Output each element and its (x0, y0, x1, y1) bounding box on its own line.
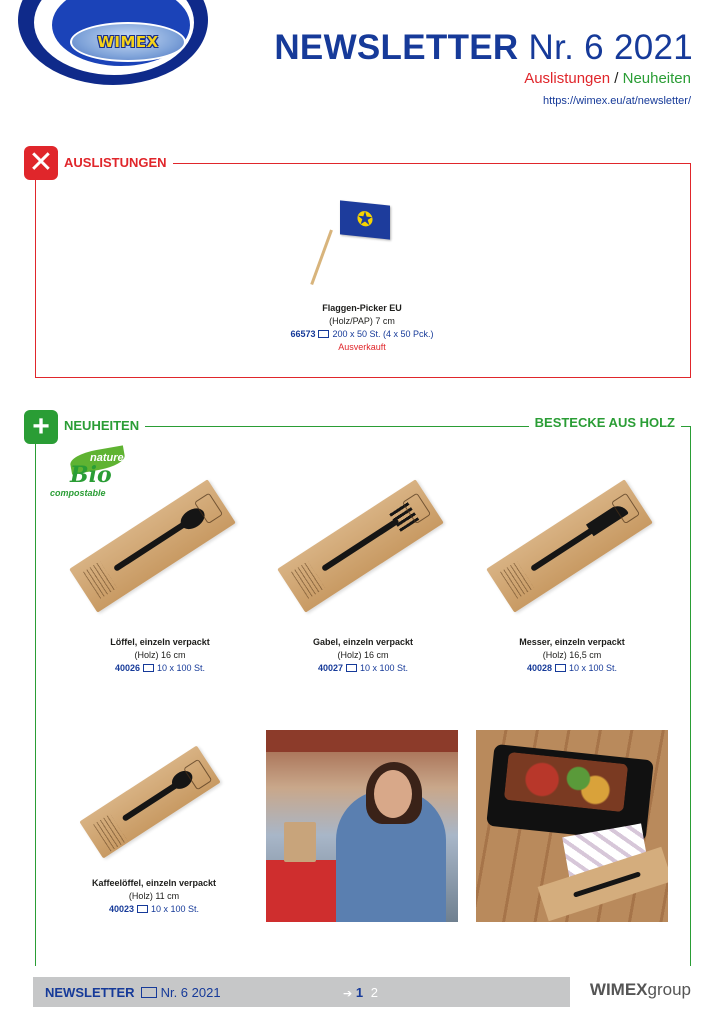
product-code: 40023 (108, 904, 134, 914)
product-name: Kaffeelöffel, einzeln verpackt (91, 878, 217, 888)
product-code: 40026 (114, 663, 140, 673)
product-spec: (Holz/PAP) 7 cm (329, 316, 395, 326)
product-spec: (Holz) 16 cm (337, 650, 389, 660)
arrow-right-icon: ➔ (343, 988, 353, 1000)
product-messer (482, 636, 662, 675)
product-gabel (273, 636, 453, 675)
product-spec: (Holz) 11 cm (128, 891, 180, 901)
package-icon (318, 330, 329, 338)
package-icon (555, 664, 566, 672)
close-x-icon: ✕ (24, 146, 58, 180)
page-2-link[interactable]: 2 (370, 985, 378, 1000)
brand-rest: group (647, 980, 691, 999)
product-code: 40027 (317, 663, 343, 673)
logo-text: WIMEX (97, 33, 159, 51)
page-pagination (343, 985, 378, 1000)
product-pack: 10 x 100 St. (150, 904, 200, 914)
product-name: Löffel, einzeln verpackt (110, 637, 210, 647)
package-icon (143, 664, 154, 672)
title-bold: NEWSLETTER (274, 28, 519, 67)
subtitle-neuheiten: Neuheiten (622, 70, 691, 87)
footer-issue: Nr. 6 2021 (160, 985, 221, 1000)
neuheiten-heading: NEUHEITEN (58, 418, 145, 433)
package-icon (346, 664, 357, 672)
product-code: 66573 (290, 329, 316, 339)
product-pack: 10 x 100 St. (568, 663, 618, 673)
product-loeffel (70, 636, 250, 675)
envelope-icon (141, 987, 157, 998)
product-spec: (Holz) 16 cm (134, 650, 186, 660)
status-sold-out: Ausverkauft (338, 342, 386, 352)
package-icon (137, 905, 148, 913)
auslistungen-heading: AUSLISTUNGEN (58, 155, 173, 170)
footer-title: NEWSLETTER (45, 985, 135, 1000)
title-issue: Nr. 6 2021 (528, 28, 693, 67)
product-name: Flaggen-Picker EU (322, 303, 402, 313)
newsletter-url-link[interactable]: https://wimex.eu/at/newsletter/ (543, 95, 691, 107)
footer-newsletter-label (45, 985, 221, 1000)
meal-tray-with-cutlery-photo (476, 730, 668, 922)
product-name: Gabel, einzeln verpackt (312, 637, 414, 647)
product-pack: 10 x 100 St. (359, 663, 409, 673)
product-spec: (Holz) 16,5 cm (542, 650, 602, 660)
product-name: Messer, einzeln verpackt (519, 637, 625, 647)
woman-with-takeaway-photo (266, 730, 458, 922)
product-code: 40028 (526, 663, 552, 673)
bio-text: Bio (70, 462, 112, 488)
product-kaffeeloeffel (64, 877, 244, 916)
wimex-group-brand (590, 980, 691, 1000)
eu-flag-image: ✪ (340, 200, 390, 239)
wimex-logo (0, 0, 215, 90)
page-1-link[interactable]: 1 (355, 985, 364, 1000)
delisted-product (262, 302, 462, 354)
plus-icon: + (24, 410, 58, 444)
brand-bold: WIMEX (589, 980, 648, 999)
footer-bar (33, 977, 570, 1007)
compostable-text: compostable (50, 488, 106, 498)
subtitle-separator: / (610, 70, 623, 87)
product-pack: 200 x 50 St. (4 x 50 Pck.) (332, 329, 434, 339)
product-pack: 10 x 100 St. (156, 663, 206, 673)
category-heading: BESTECKE AUS HOLZ (529, 415, 681, 430)
newsletter-title (274, 28, 693, 68)
subtitle-auslistungen: Auslistungen (524, 70, 611, 87)
newsletter-subtitle (524, 70, 691, 87)
bio-compostable-logo (50, 448, 135, 503)
bio-nature-text: nature (90, 452, 124, 464)
